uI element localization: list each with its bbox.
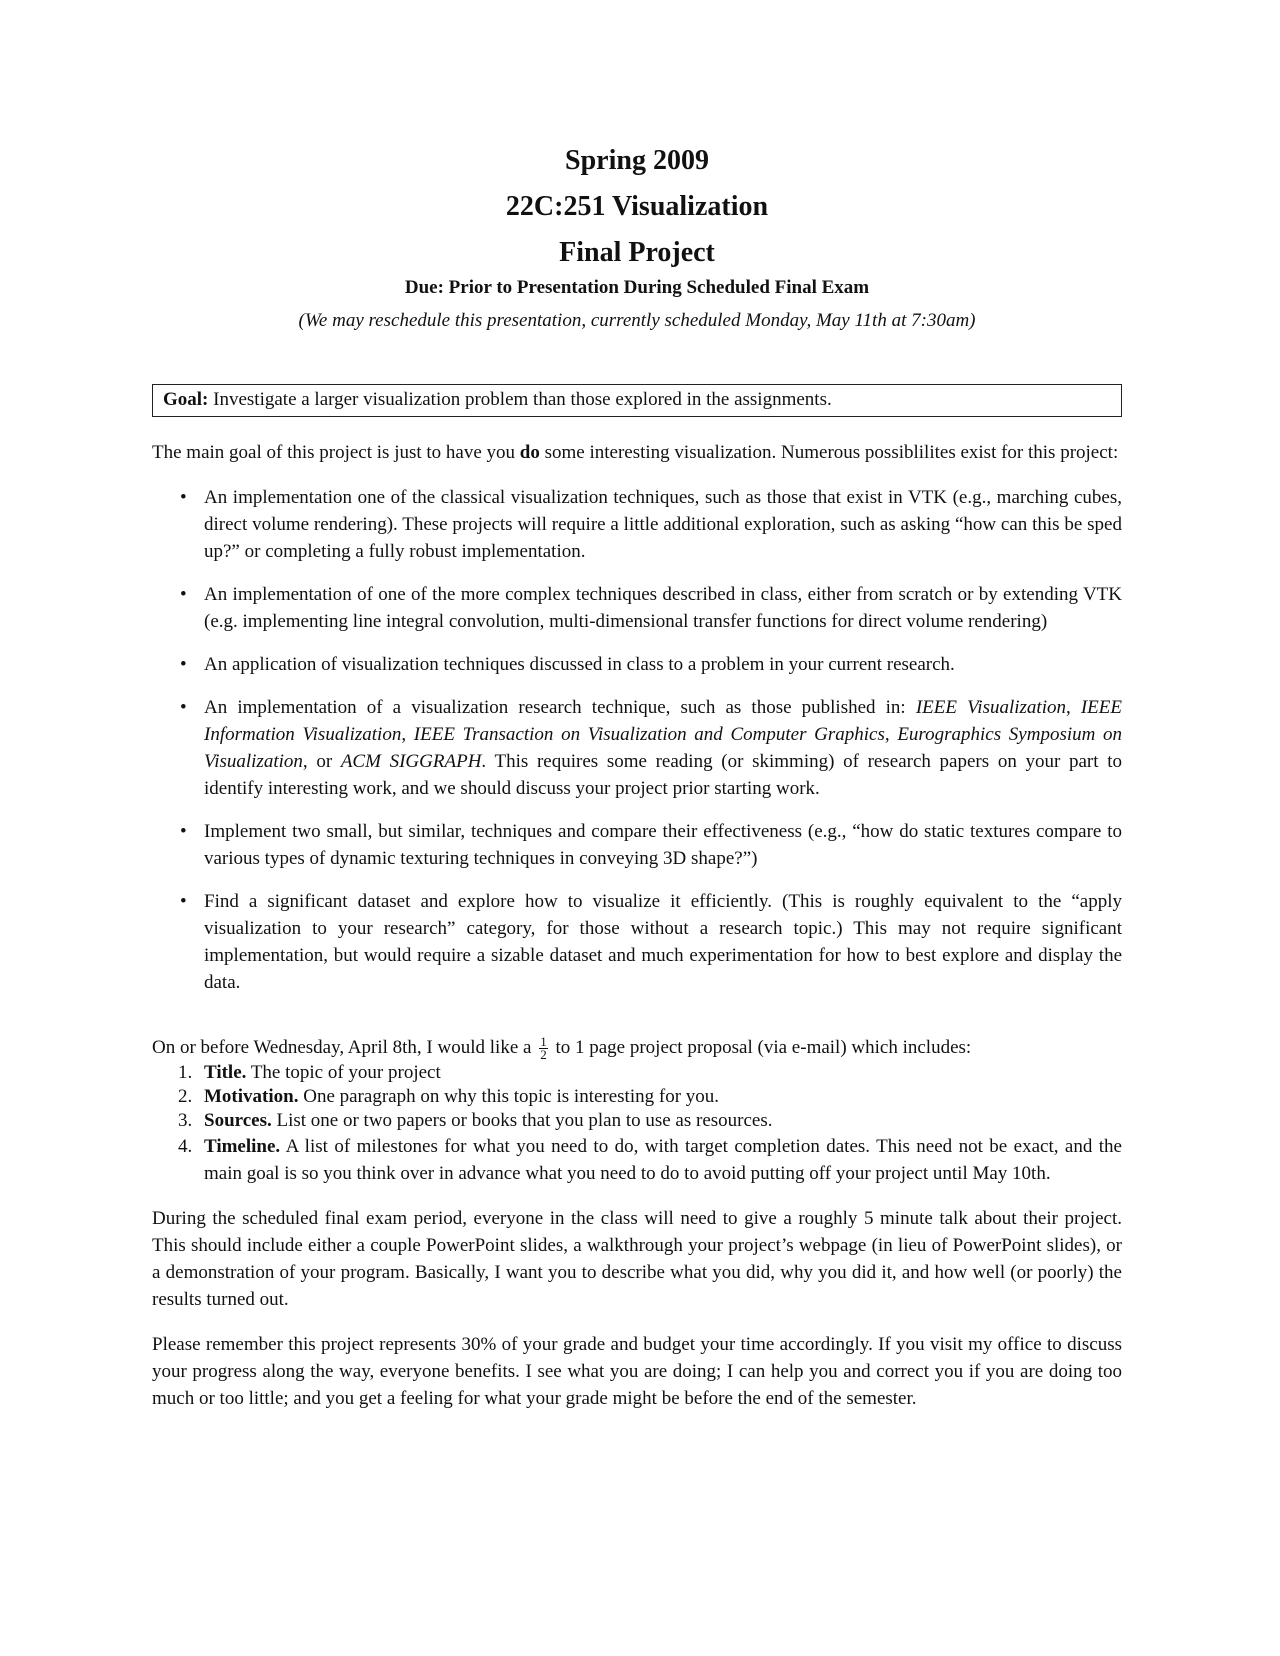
venue-siggraph: ACM SIGGRAPH	[340, 751, 482, 772]
bullet-icon: •	[180, 487, 187, 508]
fraction-denominator: 2	[540, 1047, 547, 1063]
separator: ,	[401, 724, 414, 745]
venue-ieee-vis: IEEE Visualization	[915, 697, 1066, 718]
intro-after: some interesting visualization. Numerous possiblilites exist for this project:	[539, 442, 1119, 463]
bullet-icon: •	[180, 821, 187, 842]
intro-before: The main goal of this project is just to have you	[152, 442, 520, 463]
proposal-before: On or before Wednesday, April 8th, I would like a	[152, 1037, 537, 1058]
option-text: An implementation one of the classical visualization techniques, such as those that exist in VTK (e.g., marching cubes, direct volume rendering). These projects will require a little additional exploration, such as asking “how can this be sped up?” or completing a fully robust implementation.	[204, 487, 1122, 562]
list-item	[152, 888, 1122, 996]
goal-box	[152, 384, 1122, 417]
goal-text: Investigate a larger visualization problem than those explored in the assignments.	[208, 389, 832, 410]
venue-tvcg: IEEE Transaction on Visualization and Computer Graphics	[413, 724, 885, 745]
bullet-icon: •	[180, 584, 187, 605]
document-page	[152, 138, 1122, 1412]
option-text: Find a significant dataset and explore how to visualize it efficiently. (This is roughly equivalent to the “apply visualization to your research” category, for those without a research topic.) This may not require significant implementation, but would require a sizable dataset and much experimentation for how to best explore and display the data.	[204, 891, 1122, 993]
goal-label: Goal:	[163, 389, 209, 410]
assignment-title: Final Project	[559, 237, 715, 268]
proposal-paragraph	[152, 1034, 1122, 1061]
option-text-start: An implementation of a visualization research technique, such as those published in:	[204, 697, 916, 718]
proposal-requirements-list	[152, 1061, 1122, 1187]
item-label: Motivation.	[204, 1086, 299, 1108]
item-number: 4.	[178, 1136, 193, 1158]
bullet-icon: •	[180, 697, 187, 718]
list-item	[152, 651, 1122, 678]
item-text: The topic of your project	[246, 1062, 441, 1084]
grade-paragraph: Please remember this project represents 30% of your grade and budget your time accordingly. If you visit my office to discuss your progress along the way, everyone benefits. I see what you are doing; I can help you and correct you if you are doing too much or too little; and you get a feeling for what your grade might be before the end of the semester.	[152, 1334, 1122, 1410]
intro-emphasis: do	[519, 442, 540, 463]
item-number: 2.	[178, 1086, 193, 1108]
option-text: Implement two small, but similar, techniques and compare their effectiveness (e.g., “how do static textures compare to various types of dynamic texturing techniques in conveying 3D shape?”)	[204, 821, 1122, 869]
item-text: A list of milestones for what you need to do, with target completion dates. This need not be exact, and the main goal is so you think over in advance what you need to do to avoid putting off your project until May 10th.	[204, 1136, 1122, 1185]
option-text: An application of visualization techniques discussed in class to a problem in your current research.	[204, 654, 955, 675]
item-label: Timeline.	[204, 1136, 281, 1158]
half-fraction	[539, 1036, 548, 1061]
schedule-note: (We may reschedule this presentation, currently scheduled Monday, May 11th at 7:30am)	[298, 310, 976, 331]
due-line: Due: Prior to Presentation During Scheduled Final Exam	[404, 277, 870, 298]
separator: ,	[884, 724, 898, 745]
separator: , or	[302, 751, 341, 772]
item-label: Title.	[204, 1062, 247, 1084]
item-text: List one or two papers or books that you plan to use as resources.	[271, 1110, 773, 1132]
item-label: Sources.	[204, 1110, 272, 1132]
list-item	[152, 581, 1122, 635]
item-number: 3.	[178, 1110, 193, 1132]
option-text: An implementation of one of the more complex techniques described in class, either from scratch or by extending VTK (e.g. implementing line integral convolution, multi-dimensional transfer functions for direct volume rendering)	[204, 584, 1122, 632]
list-item	[152, 818, 1122, 872]
item-number: 1.	[178, 1062, 193, 1084]
list-item	[152, 1133, 1122, 1187]
title-block	[152, 138, 1122, 334]
bullet-icon: •	[180, 891, 187, 912]
item-text: One paragraph on why this topic is interesting for you.	[298, 1086, 720, 1108]
list-item	[152, 1085, 1122, 1109]
course-title: 22C:251 Visualization	[505, 191, 769, 222]
venue-eurovis: Eurographics Symposium on Visualization	[204, 724, 1123, 772]
bullet-icon: •	[180, 654, 187, 675]
list-item	[152, 484, 1122, 565]
separator: ,	[1065, 697, 1081, 718]
venue-ieee-infovis: IEEE Information Visualization	[204, 697, 1122, 745]
list-item	[152, 1109, 1122, 1133]
project-options-list	[152, 484, 1122, 996]
proposal-after: to 1 page project proposal (via e-mail) which includes:	[550, 1037, 972, 1058]
fraction-numerator: 1	[540, 1034, 547, 1050]
term-title: Spring 2009	[565, 145, 709, 176]
list-item	[152, 1061, 1122, 1085]
list-item	[152, 694, 1122, 802]
presentation-paragraph: During the scheduled final exam period, everyone in the class will need to give a roughly 5 minute talk about their project. This should include either a couple PowerPoint slides, a walkthrough your project’s webpage (in lieu of PowerPoint slides), or a demonstration of your program. Basically, I want you to describe what you did, why you did it, and how well (or poorly) the results turned out.	[152, 1208, 1122, 1311]
intro-paragraph	[152, 439, 1122, 466]
option-text-end: . This requires some reading (or skimming) of research papers on your part to identify interesting work, and we should discuss your project prior starting work.	[204, 751, 1122, 799]
